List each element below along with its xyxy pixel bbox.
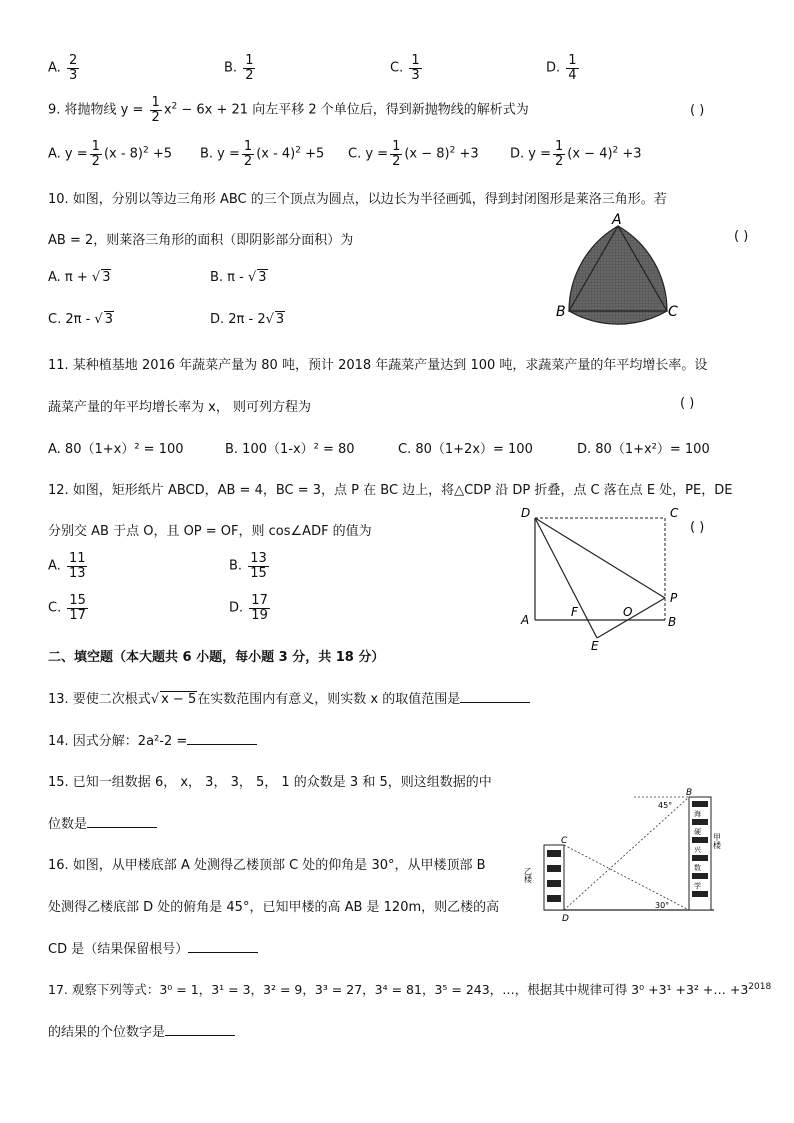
numerator: 11 [68, 551, 86, 566]
denominator: 2 [392, 153, 401, 169]
label-d: D [521, 506, 531, 520]
q10-option-d: D. 2π - 2√ 3 [210, 312, 285, 327]
label-c: C [561, 836, 568, 846]
fraction [566, 54, 578, 82]
q15-line1: 15. 已知一组数据 6， x， 3， 3， 5， 1 的众数是 3 和 5，则这组数据的中 [48, 775, 492, 790]
window [547, 865, 561, 872]
fraction [67, 594, 88, 622]
option-body: (x - 8) [103, 146, 144, 162]
two-buildings-figure [524, 785, 724, 925]
q15-line2 [48, 813, 157, 832]
exponent: 2018 [748, 981, 772, 992]
plaque-char: 数 [694, 864, 701, 872]
option-body: (x − 8) [404, 146, 450, 162]
denominator: 15 [250, 565, 267, 581]
q9-answer-paren: ( ) [690, 103, 705, 118]
denominator: 3 [68, 67, 78, 83]
numerator: 1 [555, 139, 564, 154]
answer-blank[interactable] [188, 939, 258, 953]
option-letter: D. [229, 600, 244, 616]
fraction [90, 140, 102, 168]
q9-option-d [510, 140, 642, 168]
label-a: A [521, 613, 530, 627]
q8-option-c [390, 54, 424, 82]
option-letter: C. [48, 600, 62, 616]
q12-option-b [229, 552, 271, 580]
q14 [48, 730, 257, 749]
q9-text-post: − 6x + 21 向左平移 2 个单位后，得到新抛物线的解析式为 [177, 102, 529, 118]
q9-stem [48, 96, 529, 124]
window [692, 819, 708, 825]
q11-line2: 蔬菜产量的年平均增长率为 x， 则可列方程为 [48, 400, 311, 415]
q10-answer-paren: ( ) [734, 229, 749, 244]
q13 [48, 688, 530, 707]
numerator: 15 [69, 593, 86, 608]
fraction [67, 54, 79, 82]
window [692, 891, 708, 897]
radicand: 3 [104, 312, 113, 327]
label-c: C [670, 506, 679, 520]
label-e: E [591, 639, 599, 652]
label-d: D [562, 914, 569, 924]
label-jia-building: 甲楼 [712, 833, 722, 849]
q12-line1: 12. 如图，矩形纸片 ABCD，AB = 4，BC = 3，点 P 在 BC 边上，将△CDP 沿 DP 折叠，点 C 落在点 E 处，PE，DE [48, 483, 733, 498]
option-letter: A. [48, 60, 61, 76]
q12-option-d [229, 594, 272, 622]
denominator: 3 [411, 67, 420, 83]
exponent: 2 [612, 145, 619, 156]
q9-text-pre: 9. 将抛物线 y = [48, 102, 144, 118]
fraction [553, 140, 565, 168]
q11-option-d: D. 80（1+x²）= 100 [577, 442, 710, 457]
label-p: P [670, 591, 678, 605]
fraction [409, 54, 421, 82]
option-tail: +5 [301, 146, 325, 162]
q16-line3 [48, 938, 258, 957]
answer-blank[interactable] [87, 814, 157, 828]
exponent: 2 [295, 145, 301, 156]
numerator: 13 [250, 551, 267, 566]
q17-line1 [48, 980, 771, 998]
window [547, 880, 561, 887]
answer-blank[interactable] [187, 731, 257, 745]
q11-option-c: C. 80（1+2x）= 100 [398, 442, 533, 457]
denominator: 13 [68, 565, 86, 581]
option-text: B. π - [210, 270, 244, 285]
label-f: F [571, 605, 578, 619]
fraction [249, 594, 270, 622]
fraction [243, 54, 255, 82]
denominator: 2 [245, 67, 254, 83]
option-body: (x - 4) [256, 146, 296, 162]
section-title-fill-in: 二、填空题（本大题共 6 小题，每小题 3 分，共 18 分） [48, 650, 385, 665]
numerator: 2 [68, 53, 78, 68]
option-tail: +3 [455, 146, 479, 162]
angle-30-label: 30° [655, 901, 670, 910]
q10-line1: 10. 如图，分别以等边三角形 ABC 的三个顶点为圆点，以边长为半径画弧，得到封闭图形是莱洛三角形。若 [48, 192, 667, 207]
q9-text-mid: x [163, 102, 172, 118]
q9-option-b [200, 140, 324, 168]
label-b: B [668, 615, 677, 629]
window [692, 801, 708, 807]
sqrt-symbol: √ [150, 692, 160, 707]
option-tail: +5 [148, 146, 173, 162]
option-label: D. y = [510, 146, 551, 162]
denominator: 2 [151, 109, 160, 125]
fraction [150, 96, 162, 124]
q17-text: 17. 观察下列等式：3⁰ = 1，3¹ = 3，3² = 9，3³ = 27，3⁴ = 81，3⁵ = 243，…，根据其中规律可得 3⁰ +3¹ +3² +… +3 [48, 982, 749, 997]
numerator: 1 [245, 53, 254, 68]
q10-option-a: A. π + √ 3 [48, 270, 111, 285]
q8-option-a [48, 54, 81, 82]
reuleaux-triangle-figure [550, 208, 690, 326]
exponent: 2 [449, 145, 456, 156]
q10-option-b: B. π - √ 3 [210, 270, 267, 285]
q10-line2: AB = 2，则莱洛三角形的面积（即阴影部分面积）为 [48, 233, 354, 248]
label-yi-building: 乙楼 [524, 867, 533, 883]
numerator: 17 [251, 593, 268, 608]
q13-text-post: 在实数范围内有意义，则实数 x 的取值范围是 [197, 692, 461, 707]
option-text: D. 2π - 2 [210, 312, 266, 327]
angle-45-label: 45° [658, 801, 673, 810]
option-body: (x − 4) [567, 146, 613, 162]
numerator: 1 [411, 53, 420, 68]
radicand: x − 5 [161, 692, 197, 707]
answer-blank[interactable] [165, 1022, 235, 1036]
fraction [67, 552, 88, 580]
label-b: B [686, 788, 693, 798]
line-dp [535, 518, 665, 598]
option-label: A. y = [48, 146, 88, 162]
q12-option-c [48, 594, 90, 622]
q9-option-c [348, 140, 479, 168]
q8-option-d [546, 54, 581, 82]
window [547, 850, 561, 857]
label-c: C [668, 304, 678, 320]
q16-text: CD 是（结果保留根号） [48, 942, 189, 957]
q12-answer-paren: ( ) [690, 520, 705, 535]
fraction [242, 140, 254, 168]
label-o: O [623, 605, 633, 619]
q14-text: 14. 因式分解：2a²-2 = [48, 734, 188, 749]
reuleaux-shaded-region [569, 226, 667, 324]
denominator: 2 [555, 153, 564, 169]
q15-text: 位数是 [48, 817, 88, 832]
option-text: C. 2π - [48, 312, 91, 327]
denominator: 17 [69, 607, 86, 623]
label-b: B [556, 304, 566, 320]
exponent: 2 [171, 101, 178, 112]
folded-rectangle-figure [515, 502, 695, 652]
option-letter: B. [224, 60, 238, 76]
option-label: B. y = [200, 146, 240, 162]
window [692, 837, 708, 843]
fraction [248, 552, 269, 580]
q16-line1: 16. 如图，从甲楼底部 A 处测得乙楼顶部 C 处的仰角是 30°，从甲楼顶部 B [48, 858, 486, 873]
numerator: 1 [568, 53, 577, 68]
denominator: 4 [568, 67, 577, 83]
q11-option-a: A. 80（1+x）² = 100 [48, 442, 184, 457]
numerator: 1 [91, 139, 100, 154]
option-label: C. y = [348, 146, 389, 162]
radicand: 3 [258, 270, 267, 285]
plaque-char: 兴 [694, 846, 701, 854]
option-letter: B. [229, 558, 243, 574]
answer-blank[interactable] [460, 689, 530, 703]
numerator: 1 [392, 139, 401, 154]
q8-option-b [224, 54, 257, 82]
plaque-char: 海 [694, 810, 701, 818]
option-letter: A. [48, 558, 61, 574]
q10-option-c: C. 2π - √ 3 [48, 312, 113, 327]
radicand: 3 [102, 270, 111, 285]
q17-line2 [48, 1021, 235, 1040]
label-a: A [612, 212, 622, 228]
fraction [390, 140, 402, 168]
radicand: 3 [275, 312, 285, 327]
window [692, 855, 708, 861]
numerator: 1 [243, 139, 253, 154]
q16-line2: 处测得乙楼底部 D 处的俯角是 45°，已知甲楼的高 AB 是 120m，则乙楼的高 [48, 900, 500, 915]
q12-line2: 分别交 AB 于点 O，且 OP = OF，则 cos∠ADF 的值为 [48, 524, 372, 539]
q13-text-pre: 13. 要使二次根式 [48, 692, 151, 707]
q9-option-a [48, 140, 172, 168]
window [547, 895, 561, 902]
option-text: A. π + [48, 270, 88, 285]
q17-text: 的结果的个位数字是 [48, 1025, 166, 1040]
line-ac-dashed [564, 845, 689, 910]
line-bd-dashed [564, 797, 689, 910]
plaque-char: 硬 [694, 828, 701, 836]
q11-option-b: B. 100（1-x）² = 80 [225, 442, 355, 457]
option-letter: C. [390, 60, 404, 76]
option-tail: +3 [618, 146, 642, 162]
denominator: 2 [91, 153, 100, 169]
denominator: 19 [251, 607, 268, 623]
exponent: 2 [143, 145, 149, 156]
q11-line1: 11. 某种植基地 2016 年蔬菜产量为 80 吨，预计 2018 年蔬菜产量达到 100 吨，求蔬菜产量的年平均增长率。设 [48, 358, 708, 373]
q12-option-a [48, 552, 89, 580]
plaque-char: 学 [694, 882, 701, 890]
option-letter: D. [546, 60, 561, 76]
numerator: 1 [151, 95, 160, 110]
q11-answer-paren: ( ) [680, 396, 695, 411]
denominator: 2 [243, 153, 253, 169]
window [692, 873, 708, 879]
